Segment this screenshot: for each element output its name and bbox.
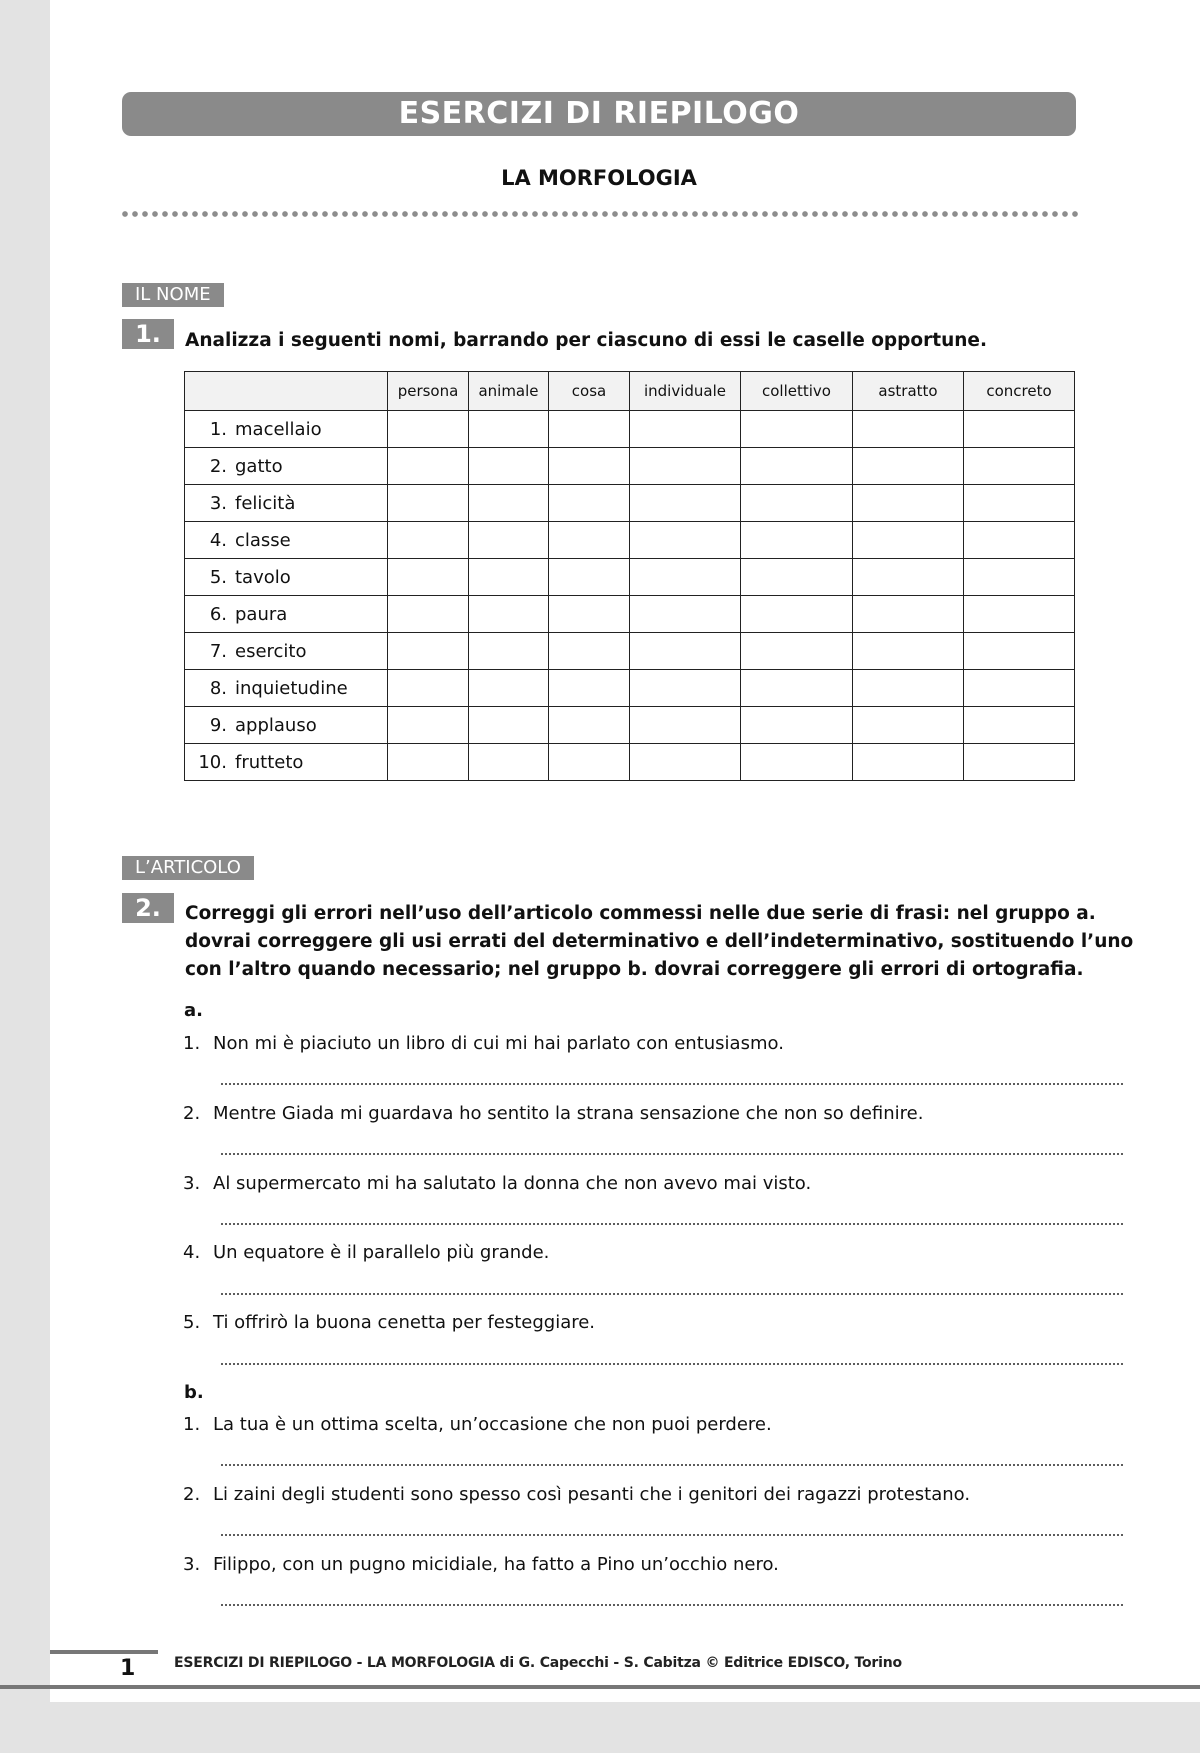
checkbox-cell[interactable] <box>549 448 630 485</box>
checkbox-cell[interactable] <box>853 448 964 485</box>
checkbox-cell[interactable] <box>853 522 964 559</box>
section-tag-articolo: L’ARTICOLO <box>122 856 254 880</box>
checkbox-cell[interactable] <box>853 485 964 522</box>
item-text: Mentre Giada mi guardava ho sentito la strana sensazione che non so definire. <box>213 1103 924 1124</box>
checkbox-cell[interactable] <box>853 411 964 448</box>
answer-line[interactable] <box>220 1603 1125 1607</box>
checkbox-cell[interactable] <box>741 596 853 633</box>
checkbox-cell[interactable] <box>388 485 469 522</box>
table-row <box>185 707 1075 744</box>
checkbox-cell[interactable] <box>964 707 1075 744</box>
checkbox-cell[interactable] <box>549 707 630 744</box>
noun-word: frutteto <box>235 751 304 773</box>
checkbox-cell[interactable] <box>630 670 741 707</box>
noun-word: esercito <box>235 640 307 662</box>
noun-cell <box>185 670 388 707</box>
noun-cell <box>185 633 388 670</box>
table-row <box>185 744 1075 781</box>
checkbox-cell[interactable] <box>469 596 549 633</box>
noun-word: inquietudine <box>235 677 348 699</box>
row-number: 8. <box>209 677 227 699</box>
table-header-blank <box>185 372 388 411</box>
row-number: 10. <box>198 751 227 773</box>
checkbox-cell[interactable] <box>388 596 469 633</box>
column-header: astratto <box>853 372 964 411</box>
list-item <box>183 1033 1103 1054</box>
noun-cell <box>185 707 388 744</box>
row-number: 1. <box>209 418 227 440</box>
noun-cell <box>185 485 388 522</box>
footer-rule <box>0 1685 1200 1689</box>
noun-word: applauso <box>235 714 317 736</box>
table-row <box>185 596 1075 633</box>
noun-word: felicità <box>235 492 296 514</box>
checkbox-cell[interactable] <box>853 707 964 744</box>
group-a-label: a. <box>184 1000 203 1021</box>
checkbox-cell[interactable] <box>964 744 1075 781</box>
worksheet-page <box>50 0 1200 1702</box>
checkbox-cell[interactable] <box>549 522 630 559</box>
table-row <box>185 633 1075 670</box>
item-text: Ti offrirò la buona cenetta per festeggiare. <box>213 1312 596 1333</box>
row-number: 2. <box>209 455 227 477</box>
checkbox-cell[interactable] <box>853 596 964 633</box>
answer-line[interactable] <box>220 1463 1125 1467</box>
exercise-number-1: 1. <box>122 319 174 349</box>
noun-word: classe <box>235 529 291 551</box>
exercise-number-2: 2. <box>122 893 174 923</box>
exercise-2-instruction <box>185 900 1133 984</box>
noun-word: macellaio <box>235 418 322 440</box>
checkbox-cell[interactable] <box>741 559 853 596</box>
item-text: La tua è un ottima scelta, un’occasione che non puoi perdere. <box>213 1414 772 1435</box>
checkbox-cell[interactable] <box>549 411 630 448</box>
checkbox-cell[interactable] <box>630 448 741 485</box>
table-row <box>185 448 1075 485</box>
list-item <box>183 1103 1103 1124</box>
item-number: 1. <box>183 1414 201 1435</box>
item-number: 5. <box>183 1312 201 1333</box>
page-number: 1 <box>120 1656 136 1681</box>
checkbox-cell[interactable] <box>469 522 549 559</box>
checkbox-cell[interactable] <box>469 559 549 596</box>
row-number: 7. <box>209 640 227 662</box>
group-b-label: b. <box>184 1382 204 1403</box>
checkbox-cell[interactable] <box>549 485 630 522</box>
row-number: 3. <box>209 492 227 514</box>
checkbox-cell[interactable] <box>964 522 1075 559</box>
instruction-line: Correggi gli errori nell’uso dell’articolo commessi nelle due serie di frasi: nel gruppo a. <box>185 903 1096 924</box>
item-number: 2. <box>183 1103 201 1124</box>
item-text: Non mi è piaciuto un libro di cui mi hai parlato con entusiasmo. <box>213 1033 784 1054</box>
checkbox-cell[interactable] <box>741 485 853 522</box>
checkbox-cell[interactable] <box>630 485 741 522</box>
checkbox-cell[interactable] <box>469 670 549 707</box>
section-tag-nome: IL NOME <box>122 283 224 307</box>
checkbox-cell[interactable] <box>630 633 741 670</box>
checkbox-cell[interactable] <box>630 522 741 559</box>
checkbox-cell[interactable] <box>388 633 469 670</box>
checkbox-cell[interactable] <box>469 744 549 781</box>
checkbox-cell[interactable] <box>388 707 469 744</box>
table-row <box>185 670 1075 707</box>
checkbox-cell[interactable] <box>741 707 853 744</box>
checkbox-cell[interactable] <box>630 559 741 596</box>
answer-line[interactable] <box>220 1292 1125 1296</box>
item-number: 2. <box>183 1484 201 1505</box>
column-header: concreto <box>964 372 1075 411</box>
checkbox-cell[interactable] <box>964 559 1075 596</box>
checkbox-cell[interactable] <box>630 596 741 633</box>
checkbox-cell[interactable] <box>964 411 1075 448</box>
checkbox-cell[interactable] <box>469 411 549 448</box>
table-row <box>185 411 1075 448</box>
checkbox-cell[interactable] <box>549 559 630 596</box>
page-title: ESERCIZI DI RIEPILOGO <box>122 92 1076 136</box>
row-number: 4. <box>209 529 227 551</box>
row-number: 9. <box>209 714 227 736</box>
list-item <box>183 1414 1103 1435</box>
list-item <box>183 1173 1103 1194</box>
checkbox-cell[interactable] <box>388 448 469 485</box>
checkbox-cell[interactable] <box>741 522 853 559</box>
column-header: individuale <box>630 372 741 411</box>
answer-line[interactable] <box>220 1362 1125 1366</box>
list-item <box>183 1484 1103 1505</box>
list-item <box>183 1554 1103 1575</box>
checkbox-cell[interactable] <box>741 633 853 670</box>
checkbox-cell[interactable] <box>388 670 469 707</box>
column-header: cosa <box>549 372 630 411</box>
list-item <box>183 1242 1103 1263</box>
checkbox-cell[interactable] <box>741 448 853 485</box>
item-number: 3. <box>183 1173 201 1194</box>
table-row <box>185 485 1075 522</box>
checkbox-cell[interactable] <box>853 670 964 707</box>
noun-cell <box>185 411 388 448</box>
instruction-line: dovrai correggere gli usi errati del determinativo e dell’indeterminativo, sostituendo l’uno <box>185 931 1134 952</box>
checkbox-cell[interactable] <box>964 448 1075 485</box>
checkbox-cell[interactable] <box>964 596 1075 633</box>
noun-cell <box>185 448 388 485</box>
dotted-divider <box>120 210 1080 218</box>
checkbox-cell[interactable] <box>549 670 630 707</box>
checkbox-cell[interactable] <box>469 485 549 522</box>
column-header: persona <box>388 372 469 411</box>
noun-cell <box>185 522 388 559</box>
checkbox-cell[interactable] <box>853 559 964 596</box>
noun-word: tavolo <box>235 566 291 588</box>
footer-rule-short <box>50 1650 158 1654</box>
noun-cell <box>185 559 388 596</box>
checkbox-cell[interactable] <box>630 744 741 781</box>
footer-credit: ESERCIZI DI RIEPILOGO - LA MORFOLOGIA di G. Capecchi - S. Cabitza © Editrice EDISCO, Torino <box>174 1655 902 1671</box>
checkbox-cell[interactable] <box>388 411 469 448</box>
answer-line[interactable] <box>220 1082 1125 1086</box>
checkbox-cell[interactable] <box>469 707 549 744</box>
noun-cell <box>185 596 388 633</box>
noun-analysis-table <box>184 371 1075 781</box>
column-header: collettivo <box>741 372 853 411</box>
item-number: 3. <box>183 1554 201 1575</box>
row-number: 6. <box>209 603 227 625</box>
checkbox-cell[interactable] <box>469 448 549 485</box>
checkbox-cell[interactable] <box>741 411 853 448</box>
checkbox-cell[interactable] <box>549 744 630 781</box>
column-header: animale <box>469 372 549 411</box>
row-number: 5. <box>209 566 227 588</box>
exercise-1-instruction: Analizza i seguenti nomi, barrando per ciascuno di essi le caselle opportune. <box>185 330 987 351</box>
table-row <box>185 522 1075 559</box>
page-subtitle: LA MORFOLOGIA <box>501 166 697 190</box>
checkbox-cell[interactable] <box>964 670 1075 707</box>
answer-line[interactable] <box>220 1152 1125 1156</box>
checkbox-cell[interactable] <box>549 633 630 670</box>
checkbox-cell[interactable] <box>549 596 630 633</box>
checkbox-cell[interactable] <box>630 707 741 744</box>
checkbox-cell[interactable] <box>741 744 853 781</box>
noun-word: paura <box>235 603 288 625</box>
checkbox-cell[interactable] <box>630 411 741 448</box>
item-text: Filippo, con un pugno micidiale, ha fatto a Pino un’occhio nero. <box>213 1554 779 1575</box>
answer-line[interactable] <box>220 1222 1125 1226</box>
checkbox-cell[interactable] <box>388 744 469 781</box>
table-row <box>185 559 1075 596</box>
item-number: 1. <box>183 1033 201 1054</box>
checkbox-cell[interactable] <box>853 744 964 781</box>
checkbox-cell[interactable] <box>964 633 1075 670</box>
list-item <box>183 1312 1103 1333</box>
instruction-line: con l’altro quando necessario; nel gruppo b. dovrai correggere gli errori di ortografia. <box>185 959 1084 980</box>
checkbox-cell[interactable] <box>388 522 469 559</box>
item-text: Al supermercato mi ha salutato la donna che non avevo mai visto. <box>213 1173 812 1194</box>
answer-line[interactable] <box>220 1533 1125 1537</box>
item-number: 4. <box>183 1242 201 1263</box>
noun-word: gatto <box>235 455 283 477</box>
item-text: Li zaini degli studenti sono spesso così pesanti che i genitori dei ragazzi protestano. <box>213 1484 971 1505</box>
table-header-row <box>185 372 1075 411</box>
checkbox-cell[interactable] <box>741 670 853 707</box>
checkbox-cell[interactable] <box>469 633 549 670</box>
item-text: Un equatore è il parallelo più grande. <box>213 1242 550 1263</box>
checkbox-cell[interactable] <box>964 485 1075 522</box>
checkbox-cell[interactable] <box>853 633 964 670</box>
checkbox-cell[interactable] <box>388 559 469 596</box>
noun-cell <box>185 744 388 781</box>
